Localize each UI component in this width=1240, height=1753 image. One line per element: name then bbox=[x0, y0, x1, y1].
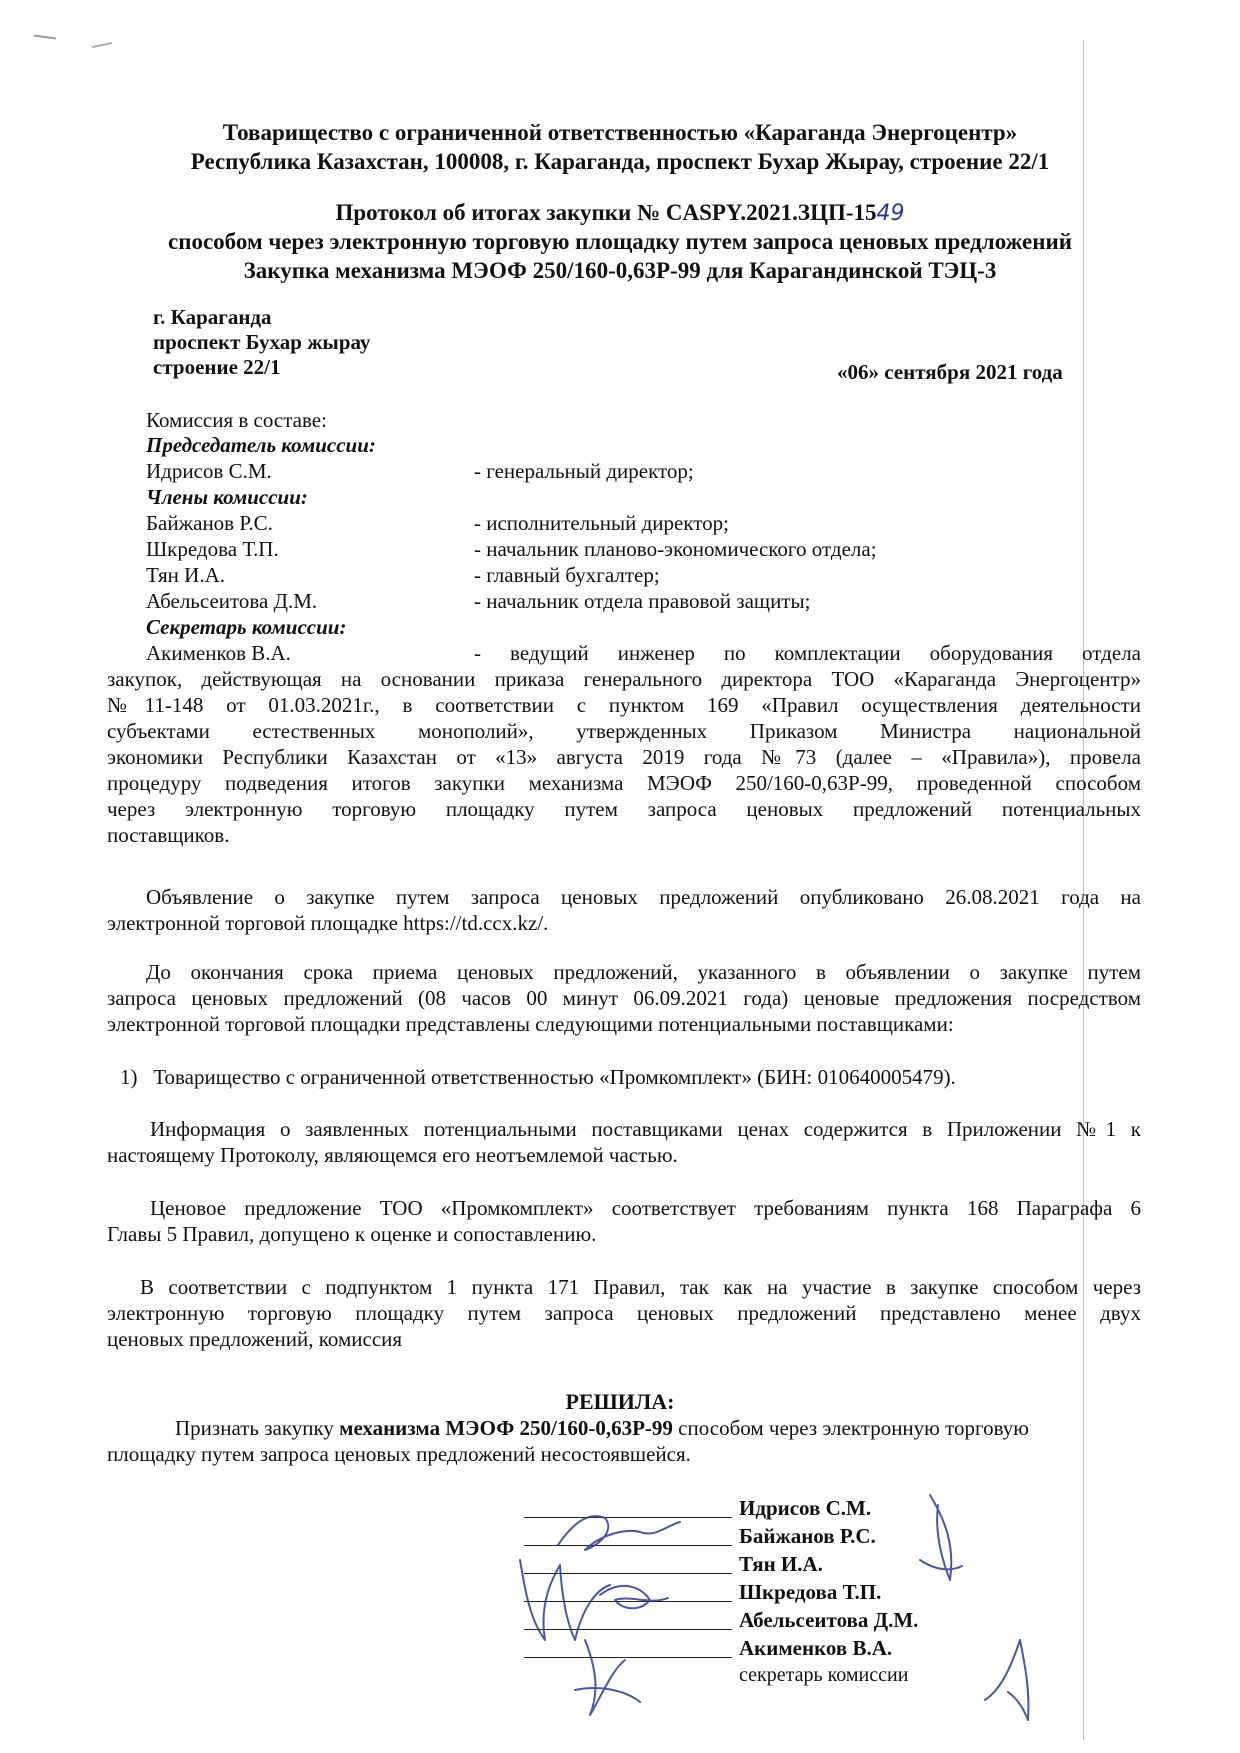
place-building: строение 22/1 bbox=[153, 355, 281, 379]
decision-line-1 bbox=[175, 1416, 1029, 1441]
signature-line bbox=[524, 1545, 732, 1546]
chair-heading: Председатель комиссии: bbox=[146, 433, 376, 457]
signature-line bbox=[524, 1657, 732, 1658]
conformity-line: электронную торговую площадку путем запроса ценовых предложений представлено менее двух bbox=[107, 1301, 1141, 1325]
member-name: Шкредова Т.П. bbox=[146, 537, 279, 561]
decision-subject: механизма МЭОФ 250/160-0,63Р-99 bbox=[339, 1416, 673, 1440]
organization-name: Товарищество с ограниченной ответственностью «Караганда Энергоцентр» bbox=[222, 120, 1018, 145]
protocol-date: «06» сентября 2021 года bbox=[837, 360, 1063, 384]
deadline-line: запроса ценовых предложений (08 часов 00 минут 06.09.2021 года) ценовые предложения посредством bbox=[107, 986, 1141, 1010]
chair-name: Идрисов С.М. bbox=[146, 459, 272, 483]
member-role: - главный бухгалтер; bbox=[474, 563, 660, 587]
signature-akimenkov bbox=[575, 1640, 640, 1715]
secretary-name: Акименков В.А. bbox=[146, 641, 291, 665]
signature-line bbox=[524, 1601, 732, 1602]
conformity-line: В соответствии с подпунктом 1 пункта 171 Правил, так как на участие в закупке способом через bbox=[140, 1275, 1141, 1299]
commission-text-line: субъектами естественных монополий», утвержденных Приказом Министра национальной bbox=[107, 719, 1141, 743]
member-name: Тян И.А. bbox=[146, 563, 226, 587]
signature-line bbox=[524, 1573, 732, 1574]
signature-shkredova bbox=[920, 1495, 962, 1580]
secretary-heading: Секретарь комиссии: bbox=[146, 615, 347, 639]
member-name: Абельсеитова Д.М. bbox=[146, 589, 318, 613]
member-name: Байжанов Р.С. bbox=[146, 511, 273, 535]
members-heading: Члены комиссии: bbox=[146, 485, 308, 509]
supplier-list-item: 1) Товарищество с ограниченной ответственностью «Промкомплект» (БИН: 010640005479). bbox=[120, 1065, 956, 1089]
protocol-method: способом через электронную торговую площадку путем запроса ценовых предложений bbox=[168, 229, 1072, 254]
scan-mark bbox=[92, 42, 112, 48]
member-role: - начальник отдела правовой защиты; bbox=[474, 589, 811, 613]
announcement-line: электронной торговой площадке https://td.ccx.kz/. bbox=[107, 911, 549, 935]
signature-baizhanov bbox=[520, 1560, 610, 1640]
signatory-name: Тян И.А. bbox=[739, 1552, 823, 1576]
secretary-caption: секретарь комиссии bbox=[739, 1664, 909, 1686]
deadline-line: До окончания срока приема ценовых предложений, указанного в объявлении о закупке путем bbox=[146, 960, 1141, 984]
decision-text: Признать закупку bbox=[175, 1416, 340, 1440]
info-line: настоящему Протоколу, являющемся его неотъемлемой частью. bbox=[107, 1143, 678, 1167]
protocol-number: Протокол об итогах закупки № CASPY.2021.ЗЦП-15 bbox=[335, 200, 877, 225]
organization-address: Республика Казахстан, 100008, г. Караганда, проспект Бухар Жырау, строение 22/1 bbox=[190, 149, 1050, 174]
signatory-name: Байжанов Р.С. bbox=[739, 1524, 876, 1548]
chair-role: - генеральный директор; bbox=[474, 459, 694, 483]
commission-intro: Комиссия в составе: bbox=[146, 408, 327, 432]
protocol-subject: Закупка механизма МЭОФ 250/160-0,63Р-99 для Карагандинской ТЭЦ-3 bbox=[243, 258, 997, 283]
commission-text-line: закупок, действующая на основании приказа генерального директора ТОО «Караганда Энергоцентр» bbox=[107, 667, 1141, 691]
signatory-name: Абельсеитова Д.М. bbox=[739, 1608, 919, 1632]
signature-tyan bbox=[600, 1586, 668, 1608]
signature-line bbox=[524, 1629, 732, 1630]
signatory-name: Акименков В.А. bbox=[739, 1636, 893, 1660]
commission-text-line: №11-148 от 01.03.2021г., в соответствии с пунктом 169 «Правил осуществления деятельности bbox=[107, 693, 1141, 717]
scan-mark bbox=[34, 34, 56, 39]
price-offer-line: Главы 5 Правил, допущено к оценке и сопоставлению. bbox=[107, 1222, 597, 1246]
commission-text-line: через электронную торговую площадку путем запроса ценовых предложений потенциальных bbox=[107, 797, 1141, 821]
handwritten-number: 49 bbox=[876, 201, 905, 226]
info-line: Информация о заявленных потенциальными поставщиками ценах содержится в Приложении №1 к bbox=[150, 1117, 1141, 1141]
commission-text-line: поставщиков. bbox=[107, 823, 230, 847]
place-city: г. Караганда bbox=[153, 305, 272, 329]
commission-text-line: процедуру подведения итогов закупки механизма МЭОФ 250/160-0,63Р-99, проведенной способом bbox=[107, 771, 1141, 795]
commission-text-line: экономики Республики Казахстан от «13» августа 2019 года №73 (далее – «Правила»), провела bbox=[107, 745, 1141, 769]
signatory-name: Шкредова Т.П. bbox=[739, 1580, 882, 1604]
decision-heading: РЕШИЛА: bbox=[565, 1389, 675, 1414]
place-street: проспект Бухар жырау bbox=[153, 330, 371, 354]
signatory-name: Идрисов С.М. bbox=[739, 1496, 872, 1520]
secretary-role: - ведущий инженер по комплектации оборудования отдела bbox=[474, 641, 1141, 665]
member-role: - начальник планово-экономического отдела; bbox=[474, 537, 877, 561]
member-role: - исполнительный директор; bbox=[474, 511, 730, 535]
deadline-line: электронной торговой площадки представлены следующими потенциальными поставщиками: bbox=[107, 1012, 954, 1036]
protocol-title bbox=[0, 198, 1240, 228]
signature-abelseitova bbox=[985, 1640, 1028, 1720]
decision-text: способом через электронную торговую bbox=[672, 1416, 1029, 1440]
price-offer-line: Ценовое предложение ТОО «Промкомплект» соответствует требованиям пункта 168 Параграфа 6 bbox=[150, 1196, 1141, 1220]
conformity-line: ценовых предложений, комиссия bbox=[107, 1327, 403, 1351]
announcement-line: Объявление о закупке путем запроса ценовых предложений опубликовано 26.08.2021 года на bbox=[146, 885, 1141, 909]
signature-line bbox=[524, 1517, 732, 1518]
decision-line-2: площадку путем запроса ценовых предложений несостоявшейся. bbox=[107, 1442, 691, 1466]
